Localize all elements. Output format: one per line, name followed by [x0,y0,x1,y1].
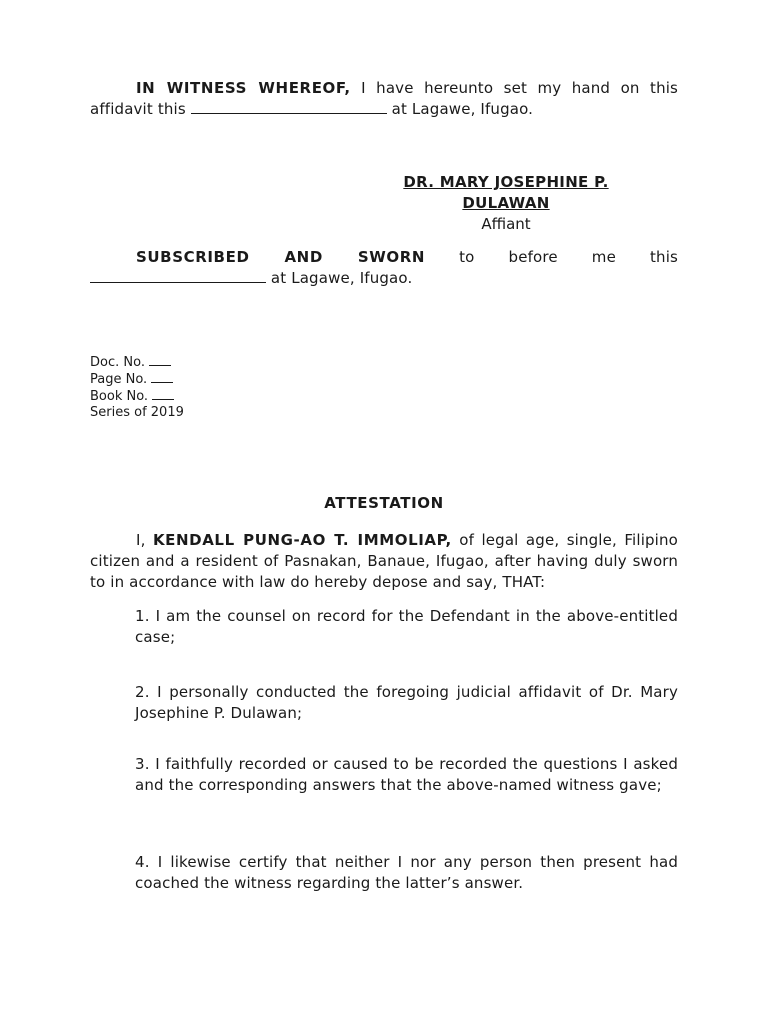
jurat-text-before: to before me this [425,248,678,266]
page-number-blank [151,371,173,383]
attorney-name: KENDALL PUNG-AO T. IMMOLIAP, [152,531,452,549]
affiant-role: Affiant [481,215,531,233]
attestation-heading: ATTESTATION [324,494,444,512]
witness-paragraph [90,78,678,120]
attestation-item-3: 3. I faithfully recorded or caused to be recorded the questions I asked and the corresponding answers that the above-named witness gave; [135,755,678,794]
jurat-lead: SUBSCRIBED AND SWORN [136,248,426,266]
book-number-label: Book No. [90,389,149,404]
book-number-blank [152,388,174,400]
date-blank-line [191,99,387,114]
notarial-register [90,354,184,421]
jurat-date-blank-line [90,268,266,283]
attestation-item-4: 4. I likewise certify that neither I nor any person then present had coached the witness regarding the latter’s answer. [135,853,678,892]
attestation-intro-before: I, [136,531,153,549]
jurat-paragraph [90,247,678,289]
attestation-item-2: 2. I personally conducted the foregoing judicial affidavit of Dr. Mary Josephine P. Dulawan; [135,683,678,722]
affiant-name: DR. MARY JOSEPHINE P. DULAWAN [403,173,609,212]
attestation-intro-after: of legal age, single, Filipino citizen and a resident of Pasnakan, Banaue, Ifugao, after having duly sworn to in accordance with law do hereby depose and say, THAT: [90,531,678,591]
witness-text-after: at Lagawe, Ifugao. [386,100,534,118]
doc-number-label: Doc. No. [90,355,145,370]
attestation-item-1: 1. I am the counsel on record for the Defendant in the above-entitled case; [135,607,678,646]
jurat-text-after: at Lagawe, Ifugao. [266,269,413,287]
series-label: Series of 2019 [90,405,184,420]
doc-number-blank [149,354,171,366]
attestation-intro [90,530,678,593]
witness-lead: IN WITNESS WHEREOF, [136,79,351,97]
witness-text-before: I have hereunto set my hand on this affidavit this [90,79,679,118]
page-number-label: Page No. [90,372,148,387]
affiant-signature-block [362,172,650,235]
